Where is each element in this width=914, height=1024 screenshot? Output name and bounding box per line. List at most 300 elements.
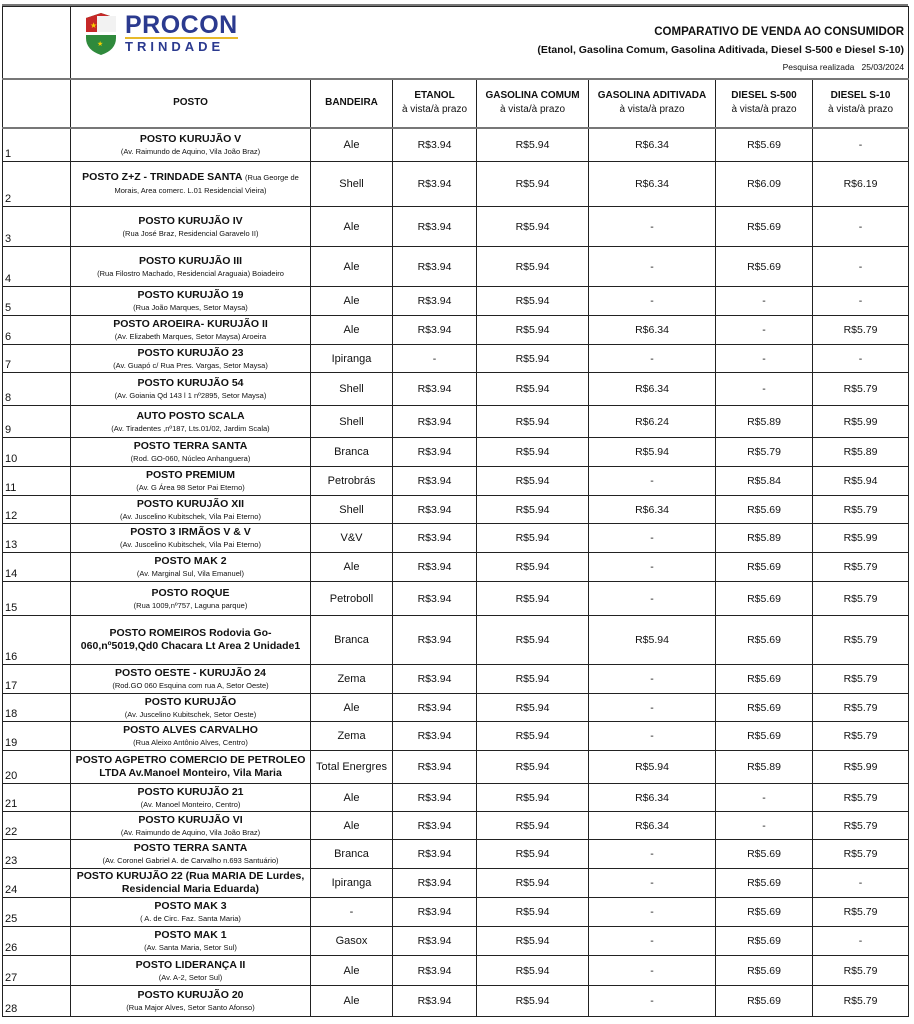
col-etanol-label: ETANOL xyxy=(414,90,455,101)
posto-cell xyxy=(71,316,311,345)
posto-address: (Av. A-2, Setor Sul) xyxy=(158,972,223,982)
posto-name: POSTO KURUJÃO 22 xyxy=(76,870,183,882)
price-diesel-s500: R$5.89 xyxy=(716,406,813,438)
report-header xyxy=(71,7,909,79)
price-gasolina-comum: R$5.94 xyxy=(477,373,589,406)
posto-cell xyxy=(71,751,311,784)
price-gasolina-comum: R$5.94 xyxy=(477,496,589,524)
bandeira-cell: Ale xyxy=(311,287,393,316)
posto-name: POSTO ROMEIROS xyxy=(109,627,207,639)
price-etanol: R$3.94 xyxy=(393,784,477,812)
col-sub: à vista/à prazo xyxy=(401,104,468,115)
posto-cell xyxy=(71,869,311,898)
posto-name: POSTO TERRA SANTA xyxy=(133,842,248,854)
price-diesel-s10: R$5.79 xyxy=(813,373,909,406)
price-gasolina-comum: R$5.94 xyxy=(477,694,589,722)
trindade-shield-icon xyxy=(83,12,119,56)
posto-address: (Av. Raimundo de Aquino, Vila João Braz) xyxy=(120,146,261,156)
price-diesel-s500: R$5.69 xyxy=(716,722,813,751)
price-diesel-s500: - xyxy=(716,812,813,840)
price-diesel-s500: R$5.89 xyxy=(716,751,813,784)
posto-cell xyxy=(71,986,311,1017)
price-etanol: R$3.94 xyxy=(393,247,477,287)
row-number: 8 xyxy=(3,373,71,406)
survey-label: Pesquisa realizada xyxy=(782,62,855,73)
price-diesel-s500: R$5.69 xyxy=(716,496,813,524)
posto-name: POSTO AGPETRO COMERCIO DE PETROLEO LTDA xyxy=(75,754,306,779)
price-diesel-s500: - xyxy=(716,784,813,812)
table-row xyxy=(3,869,909,898)
table-row xyxy=(3,840,909,869)
price-diesel-s10: R$5.99 xyxy=(813,406,909,438)
table-row xyxy=(3,616,909,665)
procon-logo xyxy=(71,12,238,56)
price-diesel-s500: R$5.69 xyxy=(716,616,813,665)
col-sub: à vista/à prazo xyxy=(499,104,566,115)
price-gasolina-comum: R$5.94 xyxy=(477,287,589,316)
price-gasolina-comum: R$5.94 xyxy=(477,207,589,247)
price-gasolina-aditivada: R$6.34 xyxy=(589,162,716,207)
price-diesel-s10: R$5.79 xyxy=(813,784,909,812)
price-etanol: R$3.94 xyxy=(393,665,477,694)
table-row xyxy=(3,956,909,986)
posto-name: POSTO OESTE - KURUJÃO 24 xyxy=(115,667,266,679)
posto-name: POSTO KURUJÃO xyxy=(144,695,237,708)
price-etanol: R$3.94 xyxy=(393,438,477,467)
posto-name: POSTO KURUJÃO V xyxy=(139,132,242,145)
row-number: 4 xyxy=(3,247,71,287)
price-gasolina-comum: R$5.94 xyxy=(477,316,589,345)
posto-name: POSTO KURUJÃO 54 xyxy=(137,377,244,389)
table-row xyxy=(3,927,909,956)
posto-cell xyxy=(71,927,311,956)
price-gasolina-comum: R$5.94 xyxy=(477,128,589,162)
posto-address: Rodovia Go-060,nº5019,Qd0 Chacara Lt Area 2 Unidade1 xyxy=(80,627,301,652)
col-gasolina-comum xyxy=(477,79,589,128)
price-etanol: R$3.94 xyxy=(393,406,477,438)
col-bandeira xyxy=(311,79,393,128)
col-gas-comum-label: GASOLINA COMUM xyxy=(485,90,580,101)
posto-name: POSTO AROEIRA- KURUJÃO II xyxy=(113,318,268,330)
posto-cell xyxy=(71,162,311,207)
posto-name: POSTO Z+Z - TRINDADE SANTA xyxy=(82,171,243,183)
price-diesel-s10: R$5.79 xyxy=(813,665,909,694)
price-gasolina-comum: R$5.94 xyxy=(477,162,589,207)
price-gasolina-aditivada: - xyxy=(589,345,716,373)
col-sub: à vista/à prazo xyxy=(828,104,894,115)
bandeira-cell: Ale xyxy=(311,247,393,287)
price-gasolina-comum: R$5.94 xyxy=(477,553,589,582)
table-row xyxy=(3,207,909,247)
price-gasolina-aditivada: - xyxy=(589,207,716,247)
bandeira-cell: Petroboll xyxy=(311,582,393,616)
price-etanol: R$3.94 xyxy=(393,162,477,207)
posto-cell xyxy=(71,438,311,467)
table-row xyxy=(3,784,909,812)
price-diesel-s10: R$5.79 xyxy=(813,616,909,665)
price-etanol: R$3.94 xyxy=(393,553,477,582)
price-diesel-s500: - xyxy=(716,287,813,316)
posto-address: (Av. Juscelino Kubitschek, Vila Pai Eterno) xyxy=(120,540,261,549)
price-diesel-s500: R$5.69 xyxy=(716,927,813,956)
posto-address: (Rua MARIA DE Lurdes, Residencial Maria Eduarda) xyxy=(121,870,305,895)
price-gasolina-comum: R$5.94 xyxy=(477,438,589,467)
price-diesel-s500: R$5.69 xyxy=(716,582,813,616)
col-number xyxy=(3,79,71,128)
col-s10-label: DIESEL S-10 xyxy=(830,90,891,101)
col-gas-aditivada-label: GASOLINA ADITIVADA xyxy=(597,90,707,101)
posto-name: POSTO KURUJÃO 21 xyxy=(137,785,244,798)
posto-address: (Rua George de Morais, Area comerc. L.01 Residencial Vieira) xyxy=(114,173,299,195)
posto-cell xyxy=(71,553,311,582)
table-row xyxy=(3,722,909,751)
price-gasolina-comum: R$5.94 xyxy=(477,247,589,287)
table-row xyxy=(3,247,909,287)
posto-cell xyxy=(71,467,311,496)
report-subtitle: (Etanol, Gasolina Comum, Gasolina Aditivada, Diesel S-500 e Diesel S-10) xyxy=(537,44,905,57)
posto-name: POSTO LIDERANÇA II xyxy=(135,958,246,971)
price-diesel-s10: R$5.94 xyxy=(813,467,909,496)
row-number: 26 xyxy=(3,927,71,956)
price-etanol: R$3.94 xyxy=(393,524,477,553)
price-gasolina-comum: R$5.94 xyxy=(477,467,589,496)
price-etanol: R$3.94 xyxy=(393,207,477,247)
price-gasolina-aditivada: R$6.34 xyxy=(589,316,716,345)
posto-address: (Av. Guapó c/ Rua Pres. Vargas, Setor Maysa) xyxy=(113,360,268,370)
posto-name: POSTO KURUJÃO 19 xyxy=(137,289,244,301)
table-row xyxy=(3,986,909,1017)
posto-cell xyxy=(71,247,311,287)
price-gasolina-aditivada: R$5.94 xyxy=(589,616,716,665)
bandeira-cell: Ale xyxy=(311,694,393,722)
row-number: 27 xyxy=(3,956,71,986)
row-number: 21 xyxy=(3,784,71,812)
posto-name: POSTO 3 IRMÃOS V & V xyxy=(130,526,251,538)
posto-name: POSTO PREMIUM xyxy=(145,469,236,481)
price-diesel-s10: R$5.79 xyxy=(813,582,909,616)
posto-address: (Av. G Área 98 Setor Pai Eterno) xyxy=(136,483,245,492)
bandeira-cell: Ipiranga xyxy=(311,869,393,898)
price-gasolina-aditivada: R$6.34 xyxy=(589,373,716,406)
table-row xyxy=(3,524,909,553)
posto-address: (Rua Major Alves, Setor Santo Afonso) xyxy=(126,1003,255,1012)
posto-address: (Rod.GO 060 Esquina com rua A, Setor Oeste) xyxy=(112,681,269,690)
bandeira-cell: Ale xyxy=(311,316,393,345)
price-diesel-s10: R$5.79 xyxy=(813,812,909,840)
posto-cell xyxy=(71,694,311,722)
survey-date: 25/03/2024 xyxy=(861,62,905,73)
row-number: 5 xyxy=(3,287,71,316)
bandeira-cell: Shell xyxy=(311,496,393,524)
table-row xyxy=(3,406,909,438)
row-number: 24 xyxy=(3,869,71,898)
price-gasolina-comum: R$5.94 xyxy=(477,927,589,956)
bandeira-cell: Branca xyxy=(311,438,393,467)
row-number: 16 xyxy=(3,616,71,665)
price-diesel-s10: R$5.79 xyxy=(813,316,909,345)
posto-cell xyxy=(71,665,311,694)
posto-address: (Av. Santa Maria, Setor Sul) xyxy=(144,943,237,952)
posto-name: POSTO TERRA SANTA xyxy=(133,440,248,452)
posto-cell xyxy=(71,956,311,986)
svg-text:★: ★ xyxy=(90,21,98,31)
price-diesel-s10: R$5.79 xyxy=(813,496,909,524)
price-gasolina-comum: R$5.94 xyxy=(477,524,589,553)
price-etanol: R$3.94 xyxy=(393,694,477,722)
posto-cell xyxy=(71,840,311,869)
price-diesel-s10: - xyxy=(813,128,909,162)
row-number: 14 xyxy=(3,553,71,582)
price-diesel-s10: R$5.99 xyxy=(813,751,909,784)
bandeira-cell: Shell xyxy=(311,373,393,406)
posto-cell xyxy=(71,406,311,438)
price-gasolina-aditivada: R$6.24 xyxy=(589,406,716,438)
price-etanol: R$3.94 xyxy=(393,467,477,496)
price-etanol: R$3.94 xyxy=(393,616,477,665)
price-gasolina-comum: R$5.94 xyxy=(477,722,589,751)
price-diesel-s10: R$5.79 xyxy=(813,694,909,722)
posto-name: POSTO MAK 2 xyxy=(154,555,227,567)
price-etanol: R$3.94 xyxy=(393,316,477,345)
price-gasolina-aditivada: - xyxy=(589,287,716,316)
posto-cell xyxy=(71,128,311,162)
posto-name: POSTO KURUJÃO IV xyxy=(138,214,243,227)
bandeira-cell: Ale xyxy=(311,207,393,247)
price-gasolina-aditivada: R$6.34 xyxy=(589,128,716,162)
price-gasolina-aditivada: R$5.94 xyxy=(589,751,716,784)
table-row xyxy=(3,582,909,616)
table-row xyxy=(3,373,909,406)
table-row xyxy=(3,665,909,694)
price-diesel-s10: - xyxy=(813,287,909,316)
price-diesel-s500: R$5.69 xyxy=(716,986,813,1017)
price-diesel-s500: R$5.69 xyxy=(716,128,813,162)
brand-city: TRINDADE xyxy=(125,37,238,55)
price-diesel-s500: R$5.69 xyxy=(716,898,813,927)
price-etanol: R$3.94 xyxy=(393,840,477,869)
table-row xyxy=(3,287,909,316)
bandeira-cell: V&V xyxy=(311,524,393,553)
posto-address: (Av. Juscelino Kubitschek, Setor Oeste) xyxy=(124,709,257,719)
price-gasolina-aditivada: - xyxy=(589,524,716,553)
row-number: 23 xyxy=(3,840,71,869)
price-etanol: R$3.94 xyxy=(393,927,477,956)
price-table xyxy=(2,6,909,1017)
row-number: 13 xyxy=(3,524,71,553)
table-row xyxy=(3,553,909,582)
posto-address: (Rua José Braz, Residencial Garavelo II) xyxy=(122,228,259,238)
bandeira-cell: Branca xyxy=(311,840,393,869)
posto-address: (Rua 1009,nº757, Laguna parque) xyxy=(133,600,248,610)
price-gasolina-aditivada: R$5.94 xyxy=(589,438,716,467)
price-gasolina-comum: R$5.94 xyxy=(477,898,589,927)
posto-cell xyxy=(71,345,311,373)
price-diesel-s500: R$5.69 xyxy=(716,956,813,986)
report-title: COMPARATIVO DE VENDA AO CONSUMIDOR xyxy=(654,26,905,39)
price-gasolina-aditivada: R$6.34 xyxy=(589,812,716,840)
posto-address: (Av. Juscelino Kubitschek, Vila Pai Eterno) xyxy=(120,511,261,521)
col-s500-label: DIESEL S-500 xyxy=(731,90,797,101)
bandeira-cell: - xyxy=(311,898,393,927)
price-diesel-s500: R$6.09 xyxy=(716,162,813,207)
price-diesel-s10: - xyxy=(813,869,909,898)
table-row xyxy=(3,467,909,496)
row-number: 7 xyxy=(3,345,71,373)
posto-cell xyxy=(71,722,311,751)
table-row xyxy=(3,496,909,524)
price-diesel-s10: R$5.79 xyxy=(813,956,909,986)
price-gasolina-comum: R$5.94 xyxy=(477,986,589,1017)
posto-name: POSTO KURUJÃO 20 xyxy=(137,989,244,1001)
price-diesel-s10: R$5.79 xyxy=(813,840,909,869)
posto-cell xyxy=(71,287,311,316)
price-gasolina-aditivada: - xyxy=(589,665,716,694)
price-diesel-s500: R$5.69 xyxy=(716,869,813,898)
col-sub: à vista/à prazo xyxy=(731,104,797,115)
posto-cell xyxy=(71,616,311,665)
brand-name: PROCON xyxy=(125,11,238,40)
price-diesel-s500: R$5.69 xyxy=(716,247,813,287)
price-diesel-s10: R$5.79 xyxy=(813,898,909,927)
price-gasolina-comum: R$5.94 xyxy=(477,956,589,986)
bandeira-cell: Ale xyxy=(311,986,393,1017)
posto-address: (Av. Manoel Monteiro, Centro) xyxy=(140,799,241,809)
bandeira-cell: Shell xyxy=(311,406,393,438)
row-number: 1 xyxy=(3,128,71,162)
price-diesel-s500: R$5.69 xyxy=(716,665,813,694)
price-gasolina-aditivada: - xyxy=(589,869,716,898)
price-diesel-s10: R$6.19 xyxy=(813,162,909,207)
col-diesel-s10 xyxy=(813,79,909,128)
price-diesel-s500: R$5.69 xyxy=(716,553,813,582)
posto-cell xyxy=(71,207,311,247)
price-gasolina-aditivada: - xyxy=(589,840,716,869)
posto-address: (Av. Coronel Gabriel A. de Carvalho n.693 Santuário) xyxy=(102,856,279,865)
table-row xyxy=(3,751,909,784)
row-number: 10 xyxy=(3,438,71,467)
posto-cell xyxy=(71,373,311,406)
posto-address: (Rua Filostro Machado, Residencial Araguaia) Boiadeiro xyxy=(97,268,284,278)
price-etanol: R$3.94 xyxy=(393,986,477,1017)
posto-name: POSTO ROQUE xyxy=(151,586,230,599)
posto-address: (Av. Tiradentes ,nº187, Lts.01/02, Jardim Scala) xyxy=(111,423,270,433)
price-etanol: R$3.94 xyxy=(393,812,477,840)
price-diesel-s10: R$5.79 xyxy=(813,553,909,582)
posto-cell xyxy=(71,784,311,812)
price-diesel-s500: - xyxy=(716,373,813,406)
posto-name: POSTO KURUJÃO III xyxy=(138,254,243,267)
row-number: 20 xyxy=(3,751,71,784)
row-number: 9 xyxy=(3,406,71,438)
price-diesel-s10: R$5.79 xyxy=(813,722,909,751)
bandeira-cell: Petrobrás xyxy=(311,467,393,496)
price-gasolina-comum: R$5.94 xyxy=(477,812,589,840)
price-gasolina-comum: R$5.94 xyxy=(477,345,589,373)
posto-cell xyxy=(71,524,311,553)
posto-address: (Av. Elizabeth Marques, Setor Maysa) Aroeira xyxy=(114,332,267,341)
price-etanol: R$3.94 xyxy=(393,751,477,784)
price-gasolina-aditivada: - xyxy=(589,694,716,722)
col-bandeira-label: BANDEIRA xyxy=(325,97,378,108)
posto-address: (Rua Aleixo Antônio Alves, Centro) xyxy=(133,738,248,747)
price-etanol: - xyxy=(393,345,477,373)
col-etanol xyxy=(393,79,477,128)
posto-cell xyxy=(71,496,311,524)
price-diesel-s500: R$5.69 xyxy=(716,840,813,869)
price-etanol: R$3.94 xyxy=(393,722,477,751)
col-gasolina-aditivada xyxy=(589,79,716,128)
bandeira-cell: Gasox xyxy=(311,927,393,956)
blank-cell xyxy=(3,7,71,79)
col-posto xyxy=(71,79,311,128)
posto-name: POSTO ALVES CARVALHO xyxy=(123,724,258,736)
posto-address: (Av. Raimundo de Aquino, Vila João Braz) xyxy=(120,827,261,837)
price-diesel-s500: - xyxy=(716,316,813,345)
price-diesel-s10: R$5.99 xyxy=(813,524,909,553)
bandeira-cell: Zema xyxy=(311,665,393,694)
row-number: 3 xyxy=(3,207,71,247)
row-number: 18 xyxy=(3,694,71,722)
price-gasolina-aditivada: - xyxy=(589,582,716,616)
posto-name: POSTO MAK 3 xyxy=(154,900,227,912)
row-number: 6 xyxy=(3,316,71,345)
price-gasolina-comum: R$5.94 xyxy=(477,582,589,616)
bandeira-cell: Zema xyxy=(311,722,393,751)
posto-address: (Av. Goiania Qd 143 l 1 nº2895, Setor Maysa) xyxy=(114,391,267,400)
row-number: 28 xyxy=(3,986,71,1017)
price-etanol: R$3.94 xyxy=(393,128,477,162)
bandeira-cell: Ale xyxy=(311,553,393,582)
price-diesel-s500: R$5.84 xyxy=(716,467,813,496)
price-diesel-s10: - xyxy=(813,247,909,287)
price-gasolina-aditivada: R$6.34 xyxy=(589,496,716,524)
price-diesel-s500: - xyxy=(716,345,813,373)
price-diesel-s500: R$5.89 xyxy=(716,524,813,553)
bandeira-cell: Total Energres xyxy=(311,751,393,784)
price-etanol: R$3.94 xyxy=(393,373,477,406)
price-gasolina-comum: R$5.94 xyxy=(477,751,589,784)
price-etanol: R$3.94 xyxy=(393,496,477,524)
posto-cell xyxy=(71,812,311,840)
col-sub: à vista/à prazo xyxy=(619,104,685,115)
row-number: 2 xyxy=(3,162,71,207)
price-diesel-s10: - xyxy=(813,207,909,247)
table-row xyxy=(3,316,909,345)
price-etanol: R$3.94 xyxy=(393,869,477,898)
bandeira-cell: Ale xyxy=(311,784,393,812)
row-number: 22 xyxy=(3,812,71,840)
bandeira-cell: Ale xyxy=(311,956,393,986)
posto-address: (Rua João Marques, Setor Maysa) xyxy=(133,303,248,312)
posto-name: POSTO MAK 1 xyxy=(154,929,227,941)
price-etanol: R$3.94 xyxy=(393,287,477,316)
posto-address: (Rod. GO-060, Núcleo Anhanguera) xyxy=(130,454,251,463)
posto-cell xyxy=(71,582,311,616)
table-row xyxy=(3,812,909,840)
price-gasolina-comum: R$5.94 xyxy=(477,869,589,898)
survey-info xyxy=(537,62,904,72)
price-gasolina-aditivada: - xyxy=(589,722,716,751)
row-number: 17 xyxy=(3,665,71,694)
price-gasolina-comum: R$5.94 xyxy=(477,784,589,812)
posto-name: POSTO KURUJÃO VI xyxy=(138,813,243,826)
price-gasolina-comum: R$5.94 xyxy=(477,665,589,694)
col-posto-label: POSTO xyxy=(173,97,208,108)
price-etanol: R$3.94 xyxy=(393,582,477,616)
price-gasolina-aditivada: - xyxy=(589,553,716,582)
table-row xyxy=(3,345,909,373)
table-row xyxy=(3,694,909,722)
